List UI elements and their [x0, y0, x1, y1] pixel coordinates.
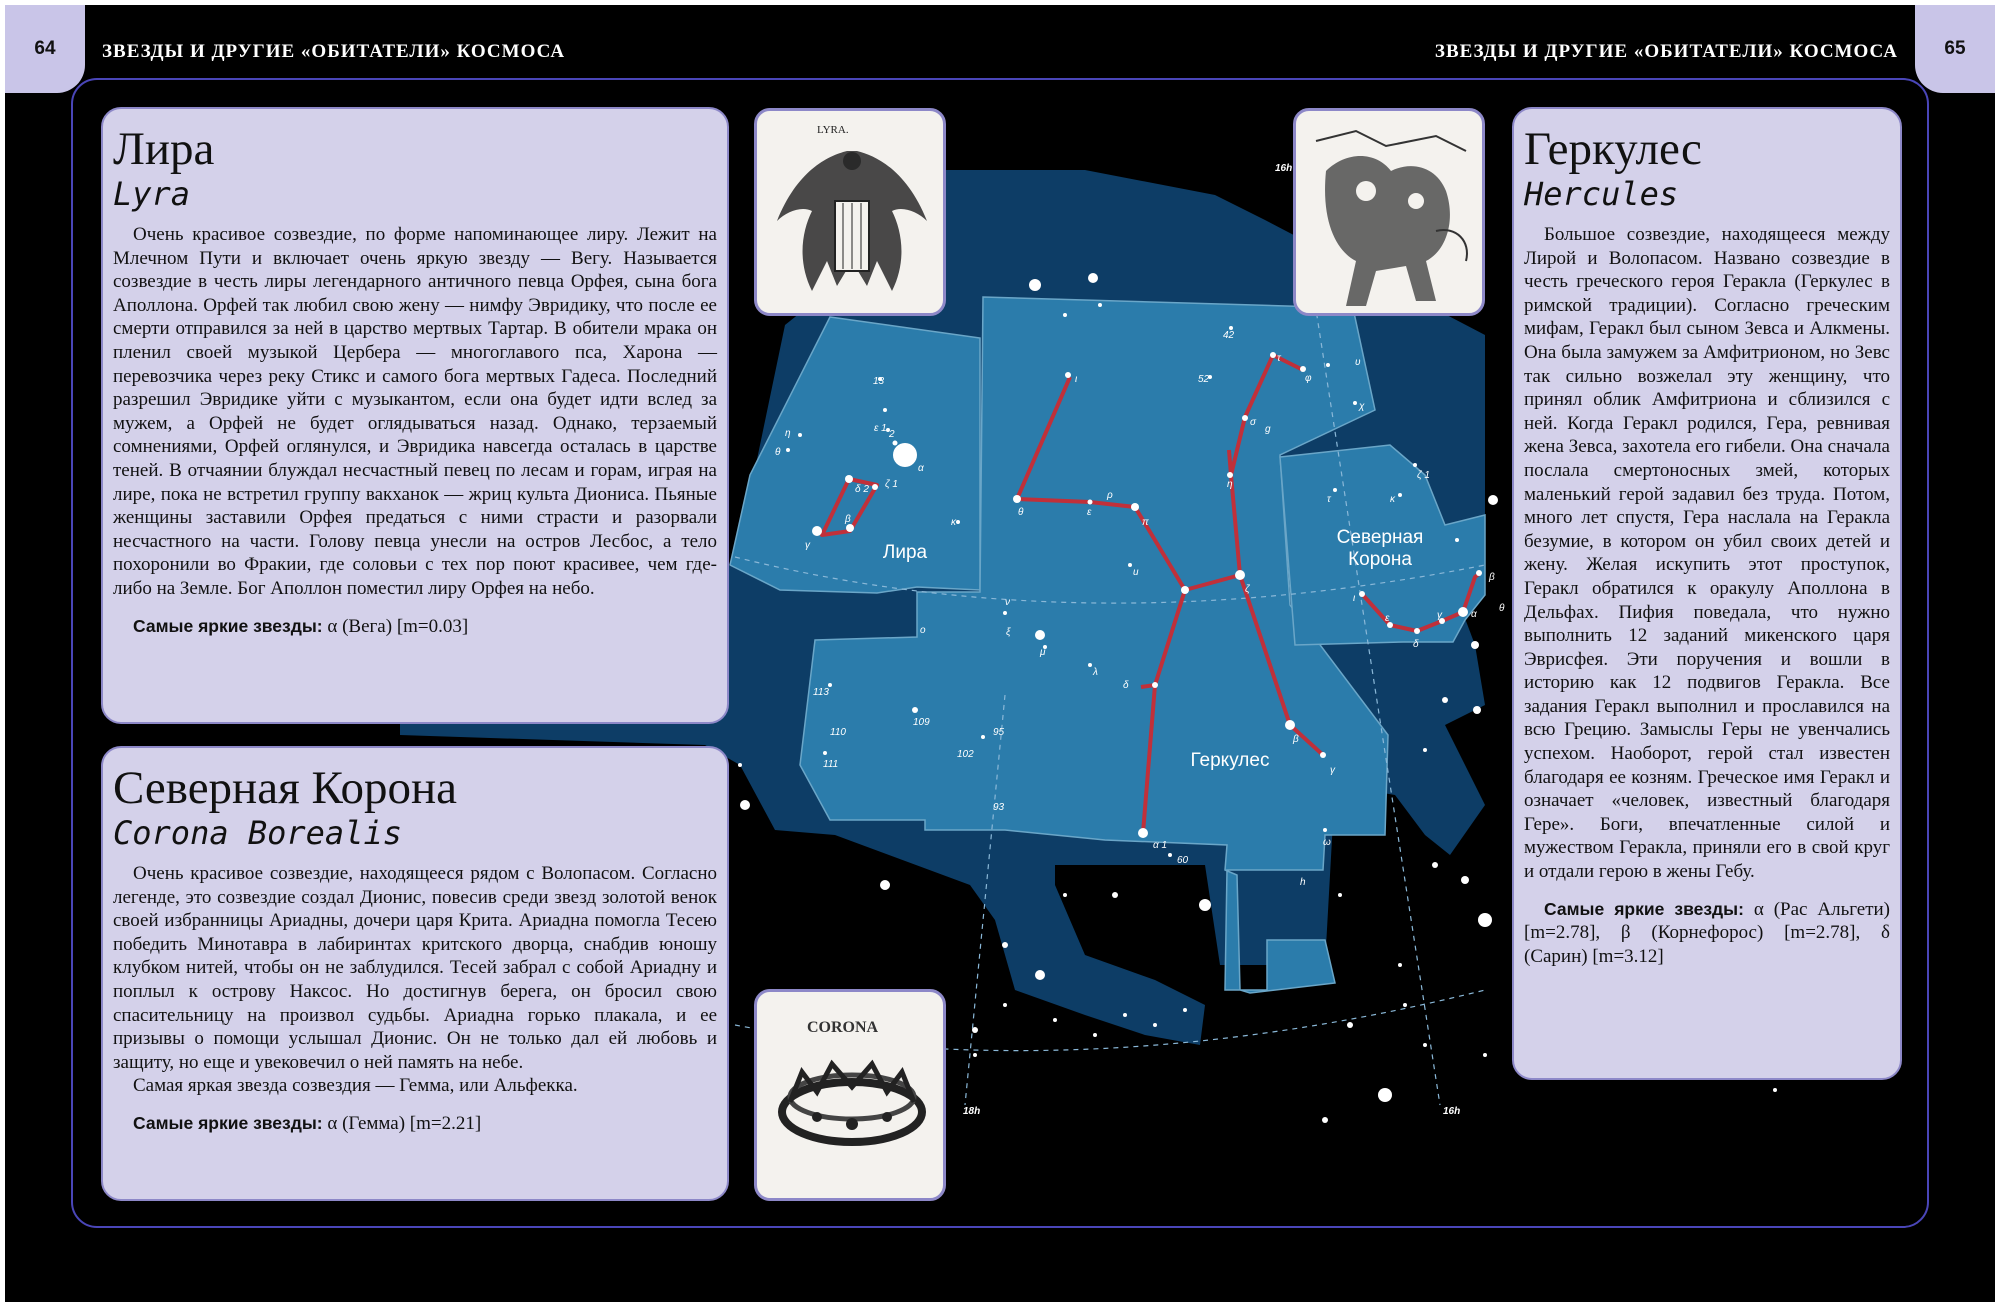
star-label: 13: [873, 376, 885, 387]
star-label: ε: [1385, 613, 1390, 624]
hercules-latin: Hercules: [1524, 175, 1679, 213]
lyra-bright-label: Самые яркие звезды:: [133, 615, 323, 636]
lyra-card: [101, 107, 729, 724]
star-label: ν: [1005, 597, 1010, 608]
hercules-card: [1512, 107, 1902, 1080]
eagle-lyre-icon: [757, 111, 943, 313]
star-label: μ: [1040, 647, 1046, 658]
corona-bright-value: α (Гемма) [m=2.21]: [322, 1112, 482, 1134]
ra-label: 16h: [1443, 1106, 1461, 1117]
page-number-right: 65: [1915, 5, 1995, 93]
star-label: θ: [775, 447, 781, 458]
star-label: β: [845, 514, 851, 525]
star-label: 93: [993, 802, 1005, 813]
hercules-bright-value: α (Рас Альгети) [m=2.78], β (Корнефорос) [m=2.78], δ (Сарин) [m=3.12]: [1524, 898, 1891, 967]
hercules-text: Большое созвездие, находящееся между Лирой и Волопасом. Названо созвездие в честь греческого героя Геракла (Геркулес в римской традиции). Согласно греческим мифам, Геракл был сыном Зевса и Алкмены. Она была замужем за Амфитрионом, но Зевс так сильно возжелал эту женщину, что принял облик Амфитриона и сблизился с ней. Когда Геракл родился, Гера, ревнивая жена Зевса, захотела его гибели. Она сначала послала смертоносных змей, которых маленький герой задавил без труда. Потом, много лет спустя, Гера наслала на Геракла безумие, в котором он убил своих детей и жену. Желая искупить этот проступок, Геракл обратился к оракулу Аполлона в Дельфах. Пифия поведала, что нужно выполнить 12 заданий микенского царя Эврисфея. Эти поручения и вошли в историю как 12 подвигов Геракла. Все задания Геракл выполнил и прославился на всю Грецию. Замыслы Геры не увенчались успехом. Наоборот, герой стал известен благодаря ее козням. Греческое имя Геракл и означает «человек, известный благодаря Гере». Боги, впечатленные силой и мужеством Геракла, приняли его в свой круг и отдали герою в жены Гебу.: [1524, 224, 1890, 883]
star-label: λ: [1093, 667, 1098, 678]
star-label: θ: [1018, 507, 1024, 518]
hercules-figure-icon: [1296, 111, 1482, 313]
star-label: ω: [1323, 837, 1331, 848]
star-label: h: [1300, 877, 1306, 888]
star-label: ε 1: [874, 423, 887, 434]
star-label: β: [1293, 734, 1299, 745]
star-label: ι: [1075, 374, 1078, 385]
star-label: τ: [1327, 494, 1331, 505]
running-head-right: ЗВЕЗДЫ И ДРУГИЕ «ОБИТАТЕЛИ» КОСМОСА: [1434, 41, 1898, 62]
star-label: α 1: [1153, 840, 1168, 851]
star-label: δ: [1123, 680, 1129, 691]
star-label: γ: [1437, 610, 1442, 621]
crown-icon: [757, 992, 943, 1198]
star-label: ε: [1087, 507, 1092, 518]
ra-label: 16h: [1275, 163, 1293, 174]
star-label: 102: [957, 749, 974, 760]
lyra-text: Очень красивое созвездие, по форме напоминающее лиру. Лежит на Млечном Пути и включает очень яркую звезду — Вегу. Называется созвездие в честь лиры легендарного античного певца Орфея, сына бога Аполлона. Орфей так любил свою жену — нимфу Эвридику, что после ее смерти отправился за ней в царство мертвых Тартар. В обители мрака он пленил своей музыкой Цербера — многоглавого пса, Харона — перевозчика через реку Стикс и самого бога мертвых Гадеса. Последний разрешил Эвридике уйти с музыкантом, если она будет идти вслед за мужем, а Орфей не будет оглядываться назад. Однако, терзаемый сомнениями, Орфей оглянулся, и Эвридика навсегда осталась в царстве теней. В отчаянии блуждал несчастный певец по лесам и горам, играя на лире, пока не встретил группу вакханок — жриц культа Диониса. Пьяные женщины заставили Орфея предаться с ними страсти и разорвали несчастного на части. Голову певца унесли на остров Лесбос, а тело похоронили во Фракии, где соловьи с тех пор поют красивее, чем где-либо на Земле. Бог Аполлон поместил лиру Орфея на небо.: [113, 224, 717, 599]
star-label: 42: [1223, 330, 1235, 341]
star-label: 113: [813, 687, 829, 698]
corona-text: Очень красивое созвездие, находящееся рядом с Волопасом. Согласно легенде, это созвездие создал Дионис, повесив среди звезд золотой венок своей избранницы Ариадны, дочери царя Крита. Ариадна помогла Тесею победить Минотавра в лабиринтах критского дворца, снабдив юношу клубком нитей, чтобы он не заблудился. Тесей забрал с собой Ариадну и поплыл к острову Наксос. Но достигнув берега, он бросил свою спасительницу на произвол судьбы. Ариадна горько плакала, и ее призывы о помощи услышал Дионис. Он не только дал ей любовь и защиту, но еще и увековечил о ней память на небе.: [113, 863, 717, 1073]
star-label: δ: [1413, 639, 1419, 650]
lyra-title: Лира: [113, 123, 215, 175]
star-label: σ: [1250, 417, 1257, 428]
corona-map-label-line2: Корона: [1348, 549, 1412, 570]
star-label: u: [1133, 567, 1139, 578]
star-label: ζ: [1245, 584, 1250, 595]
star-label: g: [1265, 424, 1271, 435]
star-label: φ: [1305, 373, 1312, 384]
star-label: ι: [1353, 593, 1356, 604]
hercules-title: Геркулес: [1524, 123, 1702, 175]
book-spread: [5, 5, 1995, 1302]
star-label: ξ: [1006, 627, 1011, 638]
star-label: η: [1227, 479, 1233, 490]
star-label: π: [1142, 517, 1149, 528]
hercules-map-label-text: Геркулес: [1190, 750, 1270, 771]
corona-brightest: [113, 1112, 717, 1136]
star-label: ρ: [1107, 490, 1113, 501]
star-label: τ: [1277, 353, 1281, 364]
lyra-thumb-label: LYRA.: [817, 124, 849, 136]
star-label: 2: [889, 429, 895, 440]
lyra-latin: Lyra: [113, 175, 191, 213]
star-label: 95: [993, 727, 1005, 738]
lyra-engraving: [754, 108, 946, 316]
hercules-engraving: [1293, 108, 1485, 316]
ra-label: 18h: [963, 1106, 981, 1117]
star-label: ο: [920, 625, 926, 636]
star-label: χ: [1359, 401, 1365, 412]
star-label: 109: [913, 717, 930, 728]
corona-text-2: Самая яркая звезда созвездия — Гемма, или Альфекка.: [133, 1075, 578, 1097]
running-head-left: ЗВЕЗДЫ И ДРУГИЕ «ОБИТАТЕЛИ» КОСМОСА: [102, 41, 566, 62]
star-label: η: [785, 428, 791, 439]
star-label: α: [1471, 609, 1477, 620]
star-label: γ: [805, 540, 810, 551]
star-label: 60: [1177, 855, 1189, 866]
star-label: ζ 1: [885, 479, 898, 490]
star-label: υ: [1355, 357, 1361, 368]
star-label: α: [918, 463, 924, 474]
star-label: 52: [1198, 374, 1210, 385]
corona-thumb-label: CORONA: [807, 1019, 879, 1036]
hercules-brightest: [1524, 898, 1890, 969]
star-label: κ: [1390, 494, 1395, 505]
lyra-map-label-text: Лира: [882, 542, 928, 563]
corona-latin: Corona Borealis: [113, 814, 402, 852]
star-label: δ 2: [855, 484, 869, 495]
star-label: 110: [830, 727, 846, 738]
hercules-bright-label: Самые яркие звезды:: [1544, 898, 1744, 919]
lyra-brightest: [113, 615, 717, 639]
page-number-left: 64: [5, 5, 85, 93]
star-label: ζ 1: [1417, 470, 1430, 481]
corona-bright-label: Самые яркие звезды:: [133, 1112, 323, 1133]
star-label: γ: [1330, 765, 1335, 776]
star-label: θ: [1499, 603, 1505, 614]
corona-engraving: [754, 989, 946, 1201]
corona-card: [101, 746, 729, 1201]
corona-map-label-line1: Северная: [1336, 527, 1424, 548]
lyra-bright-value: α (Вега) [m=0.03]: [322, 615, 469, 637]
star-label: κ: [951, 517, 956, 528]
star-label: β: [1489, 572, 1495, 583]
star-label: 111: [823, 759, 839, 770]
corona-title: Северная Корона: [113, 762, 457, 814]
